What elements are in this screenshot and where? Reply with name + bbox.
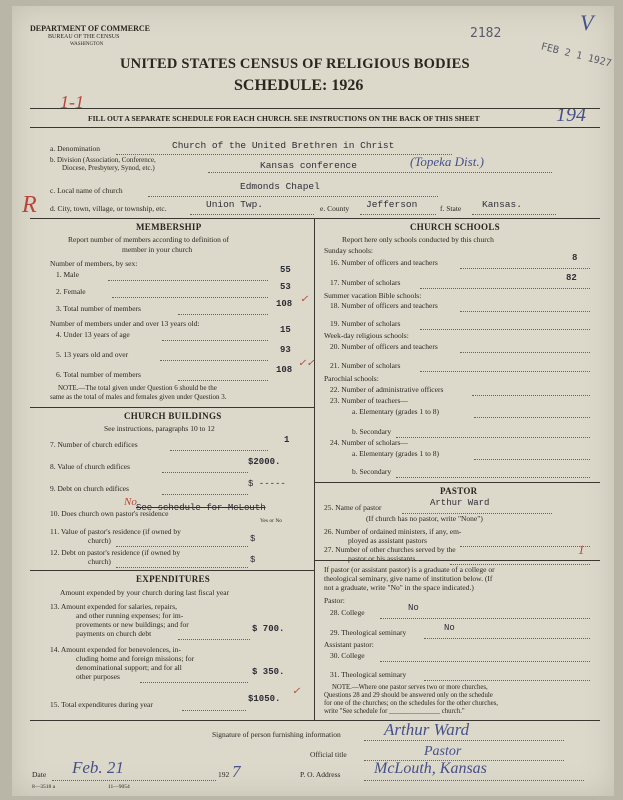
instruction-line: FILL OUT A SEPARATE SCHEDULE FOR EACH CHURCH. SEE INSTRUCTIONS ON THE BACK OF THIS SHEET <box>88 114 480 123</box>
weekday-label: Week-day religious schools: <box>324 331 409 340</box>
received-date-stamp: FEB 2 1 1927 <box>539 41 613 70</box>
division-value: Kansas conference <box>260 160 357 171</box>
edifices-value-label: 8. Value of church edifices <box>50 462 131 471</box>
female-value: 53 <box>280 282 291 292</box>
total-members-label-1: 3. Total number of members <box>56 304 141 313</box>
sunday-label: Sunday schools: <box>324 246 373 255</box>
membership-note-1: NOTE.—The total given under Question 6 should be the <box>58 384 217 392</box>
q27-line-1: 27. Number of other churches served by the <box>324 545 456 554</box>
q13-line-4: payments on church debt <box>76 629 152 638</box>
q13-line-3: provements or new buildings; and for <box>76 620 189 629</box>
signature-value: Arthur Ward <box>384 720 470 739</box>
q14-line-1: 14. Amount expended for benevolences, in- <box>50 645 182 654</box>
expenditures-sub: Amount expended by your church during last fiscal year <box>60 588 230 597</box>
q14-value: $ 350. <box>252 667 285 677</box>
date-label: Date <box>32 770 47 779</box>
department-label: DEPARTMENT OF COMMERCE <box>30 24 151 33</box>
official-title-value: Pastor <box>424 744 462 759</box>
q16-label: 16. Number of officers and teachers <box>330 258 438 267</box>
q24a-label: a. Elementary (grades 1 to 8) <box>352 449 440 458</box>
city-label: WASHINGTON <box>70 42 104 47</box>
edifices-debt-value: $ ----- <box>248 479 286 489</box>
division-label-2: Diocese, Presbytery, Synod, etc.) <box>62 164 155 172</box>
q23b-label: b. Secondary <box>352 427 392 436</box>
margin-mark: R <box>22 192 37 218</box>
city-town-value: Union Twp. <box>206 199 264 210</box>
official-title-label: Official title <box>310 750 347 759</box>
pastor-note-2: Questions 28 and 29 should be answered only on the schedule <box>324 692 493 699</box>
q13-value: $ 700. <box>252 624 285 634</box>
q19-label: 19. Number of scholars <box>330 319 401 328</box>
address-label: P. O. Address <box>300 770 341 779</box>
by-sex-label: Number of members, by sex: <box>50 259 138 268</box>
q14-line-4: other purposes <box>76 672 120 681</box>
q23a-label: a. Elementary (grades 1 to 8) <box>352 407 440 416</box>
q13-line-2: and other running expenses; for im- <box>76 611 184 620</box>
buildings-title: CHURCH BUILDINGS <box>124 411 222 421</box>
q16-value: 8 <box>572 253 578 263</box>
city-town-label: d. City, town, village, or township, etc. <box>50 204 167 213</box>
q27-line-2: pastor or his assistants <box>348 554 416 563</box>
q20-label: 20. Number of officers and teachers <box>330 342 438 351</box>
age-label: Number of members under and over 13 years old: <box>50 319 200 328</box>
residence-own-label: 10. Does church own pastor's residence <box>50 509 169 518</box>
q14-line-2: cluding home and foreign missions; for <box>76 654 195 663</box>
county-label: e. County <box>320 204 350 213</box>
q28-value: No <box>408 603 419 613</box>
total-members-value-2: 108 <box>276 365 293 375</box>
under-13-value: 15 <box>280 325 291 335</box>
county-value: Jefferson <box>366 199 418 210</box>
female-label: 2. Female <box>56 287 86 296</box>
stamp-number: 2182 <box>470 26 502 41</box>
denomination-value: Church of the United Brethren in Christ <box>172 140 395 151</box>
state-value: Kansas. <box>482 199 522 210</box>
schools-title: CHURCH SCHOOLS <box>410 222 500 232</box>
denomination-label: a. Denomination <box>50 144 100 153</box>
residence-own-hand: No <box>124 496 137 508</box>
college-note-1: If pastor (or assistant pastor) is a graduate of a college or <box>324 565 495 574</box>
year-hand: 7 <box>232 762 241 781</box>
q13-line-1: 13. Amount expended for salaries, repairs, <box>50 602 178 611</box>
residence-own-value: See schedule for McLouth <box>136 503 266 513</box>
male-label: 1. Male <box>56 270 79 279</box>
local-name-value: Edmonds Chapel <box>240 181 320 192</box>
address-value: McLouth, Kansas <box>374 760 487 777</box>
q23-label: 23. Number of teachers— <box>330 396 408 405</box>
over-13-value: 93 <box>280 345 291 355</box>
division-label: b. Division (Association, Conference, <box>50 156 156 164</box>
male-value: 55 <box>280 265 291 275</box>
q29-label: 29. Theological seminary <box>330 628 407 637</box>
q30-label: 30. College <box>330 651 365 660</box>
q25-label: 25. Name of pastor <box>324 503 382 512</box>
pastor-name-value: Arthur Ward <box>430 498 490 508</box>
schedule-title: SCHEDULE: 1926 <box>234 77 364 94</box>
q26-line-2: ployed as assistant pastors <box>348 536 427 545</box>
form-number: 8—3518 a <box>32 784 56 790</box>
signature-label: Signature of person furnishing information <box>212 730 341 739</box>
under-13-label: 4. Under 13 years of age <box>56 330 130 339</box>
edifices-debt-label: 9. Debt on church edifices <box>50 484 129 493</box>
check-mark: V <box>580 10 594 35</box>
q18-label: 18. Number of officers and teachers <box>330 301 438 310</box>
pastor-note-3: for one of the churches; on the schedules for the other churches, <box>324 700 499 707</box>
q14-line-3: denominational support; and for all <box>76 663 182 672</box>
total-members-label-2: 6. Total number of members <box>56 370 141 379</box>
hand-number: 194 <box>556 104 586 126</box>
q21-label: 21. Number of scholars <box>330 361 401 370</box>
q31-label: 31. Theological seminary <box>330 670 407 679</box>
q28-label: 28. College <box>330 608 365 617</box>
membership-note-2: same as the total of males and females given under Question 3. <box>50 393 227 401</box>
year-label: 192 <box>218 770 230 779</box>
census-schedule-page: DEPARTMENT OF COMMERCE BUREAU OF THE CENSUS WASHINGTON UNITED STATES CENSUS OF RELIGIOUS BODIES SCHEDULE: 1926 2182 FEB 2 1 1927 V 194 1-1 FILL OUT A SEPARATE SCHEDULE FOR EACH CHURCH. SEE INSTRUCTIONS ON THE BACK OF THIS SHEET a. Denomination Church of the United Brethren in Christ b. Division (Association, Conference, Diocese, Presbytery, Synod, etc.) Kansas conference (Topeka Dist.) c. Local name of church Edmonds Chapel d. City, town, village, or township, etc. Union Twp. e. County Jefferson f. State Kansas. R MEMBERSHIP Report number of members according to definition of member in your church Number of members, by sex: 1. Male 55 2. Female 53 3. Total number of members 108 ✓ Number of members under and over 13 years old: 4. Under 13 years of age 15 5. 13 years old and over 93 6. Total number of members 108 ✓✓ NOTE.—The total given under Question 6 should be the same as the total of males and females given under Question 3. CHURCH BUILDINGS See instructions, paragraphs 10 to 12 7. Number of church edifices 1 8. Value of church edifices $2000. 9. Debt on church edifices $ ----- 10. Does church own pastor's residence See schedule for McLouth No Yes or No 11. Value of pastor's residence (if owned by church) $ 12. Debt on pastor's residence (if owned by church) $ EXPENDITURES Amount expended by your church during last fiscal year 13. Amount expended for salaries, repairs, and other running expenses; for im- provements or new buildings; and for payments on church debt $ 700. 14. Amount expended for benevolences, in- cluding home and foreign missions; for denominational support; and for all other purposes $ 350. 15. Total expenditures during year $1050. ✓ CHURCH SCHOOLS Report here only schools conducted by this church Sunday schools: 16. Number of officers and teachers 8 17. Number of scholars 82 Summer vacation Bible schools: 18. Number of officers and teachers 19. Number of scholars Week-day religious schools: 20. Number of officers and teachers 21. Number of scholars Parochial schools: 22. Number of administrative officers 23. Number of teachers— a. Elementary (grades 1 to 8) b. Secondary 24. Number of scholars— a. Elementary (grades 1 to 8) b. Secondary PASTOR 25. Name of pastor Arthur Ward (If church has no pastor, write "None") 26. Number of ordained ministers, if any, em- ployed as assistant pastors 27. Number of other churches served by the pastor or his assistants 1 If pastor (or assistant pastor) is a graduate of a college or theological seminary, give name of institution below. (If not a graduate, write "No" in the space indicated.) Pastor: 28. College No 29. Theological seminary No Assistant pastor: 30. College 31. Theological seminary NOTE.—Where one pastor serves two or more churches, Questions 28 and 29 should be answered only on the schedule for one of the churches; on the schedules for the other churches, write "See schedule for _______________ church." Signature of person furnishing information Arthur Ward Official title Pastor Date Feb. 21 192 7 P. O. Address McLouth, Kansas 8—3518 a 11—9054 <box>12 6 614 796</box>
q26-line-1: 26. Number of ordained ministers, if any, em- <box>324 527 462 536</box>
q25-note: (If church has no pastor, write "None") <box>366 514 483 523</box>
state-label: f. State <box>440 204 462 213</box>
q24b-label: b. Secondary <box>352 467 392 476</box>
edifices-count-label: 7. Number of church edifices <box>50 440 138 449</box>
pastor-title: PASTOR <box>440 486 478 496</box>
print-number: 11—9054 <box>108 784 130 790</box>
total-members-value-1: 108 <box>276 299 293 309</box>
q24-label: 24. Number of scholars— <box>330 438 408 447</box>
membership-sub-2: member in your church <box>122 245 193 254</box>
parochial-label: Parochial schools: <box>324 374 379 383</box>
pastor-note-4: write "See schedule for _______________ church." <box>324 708 465 715</box>
yes-or-no-hint: Yes or No <box>260 518 283 524</box>
residence-debt-amount: $ <box>250 555 256 565</box>
college-note-2: theological seminary, give name of institution below. (If <box>324 574 493 583</box>
college-note-3: not a graduate, write "No" in the space indicated.) <box>324 583 474 592</box>
edifices-count-value: 1 <box>284 435 290 445</box>
summer-label: Summer vacation Bible schools: <box>324 291 422 300</box>
q29-value: No <box>444 623 455 633</box>
q17-value: 82 <box>566 273 577 283</box>
expenditures-title: EXPENDITURES <box>136 574 211 584</box>
form-title: UNITED STATES CENSUS OF RELIGIOUS BODIES <box>120 56 470 72</box>
residence-value-label: 11. Value of pastor's residence (if owned by <box>50 527 181 536</box>
q15-label: 15. Total expenditures during year <box>50 700 153 709</box>
assist-sub-label: Assistant pastor: <box>324 640 374 649</box>
division-hand-note: (Topeka Dist.) <box>410 154 484 169</box>
residence-value-label-2: church) <box>88 536 111 545</box>
local-name-label: c. Local name of church <box>50 186 123 195</box>
q17-label: 17. Number of scholars <box>330 278 401 287</box>
q27-value: 1 <box>578 542 585 557</box>
pastor-note-1: NOTE.—Where one pastor serves two or more churches, <box>332 684 488 691</box>
edifices-value-amount: $2000. <box>248 457 281 467</box>
over-13-label: 5. 13 years old and over <box>56 350 129 359</box>
q15-value: $1050. <box>248 694 281 704</box>
pastor-sub-label: Pastor: <box>324 596 345 605</box>
membership-sub-1: Report number of members according to definition of <box>68 235 229 244</box>
schools-sub: Report here only schools conducted by this church <box>342 235 494 244</box>
date-value: Feb. 21 <box>72 758 124 777</box>
q22-label: 22. Number of administrative officers <box>330 385 444 394</box>
buildings-sub: See instructions, paragraphs 10 to 12 <box>104 424 215 433</box>
bureau-label: BUREAU OF THE CENSUS <box>48 34 120 40</box>
residence-value-amount: $ <box>250 534 256 544</box>
hand-mark: 1-1 <box>60 92 84 112</box>
residence-debt-label-2: church) <box>88 557 111 566</box>
membership-title: MEMBERSHIP <box>136 222 202 232</box>
residence-debt-label: 12. Debt on pastor's residence (if owned by <box>50 548 181 557</box>
